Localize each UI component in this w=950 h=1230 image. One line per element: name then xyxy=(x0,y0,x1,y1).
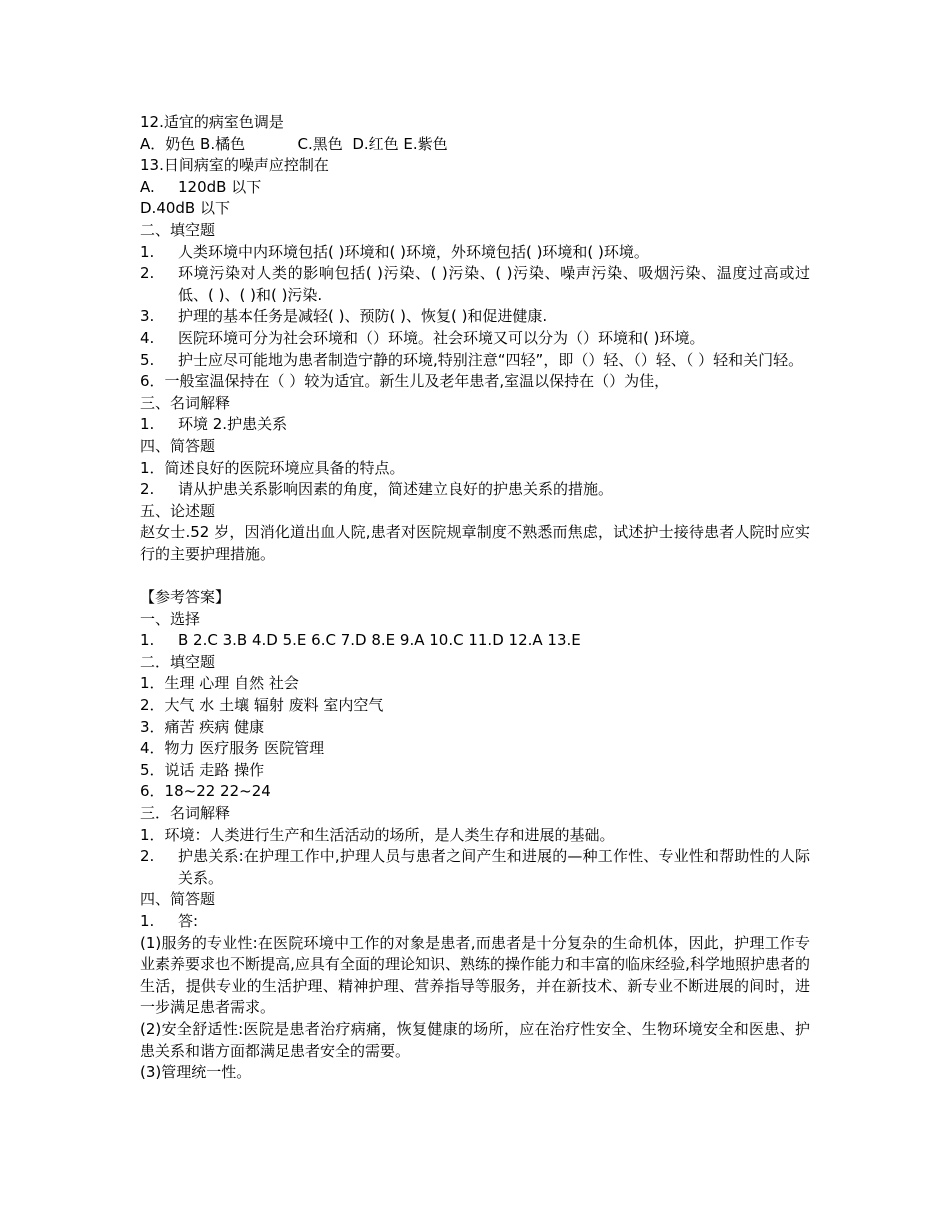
text-line: 4．物力 医疗服务 医院管理 xyxy=(140,739,325,758)
line-number: 5. xyxy=(140,350,155,369)
paragraph: (1)服务的专业性:在医院环境中工作的对象是患者,而患者是十分复杂的生命机体，因此，护理工作专业素养要求也不断提高,应具有全面的理论知识、熟练的操作能力和丰富的临床经验,科学地照护患者的生活，提供专业的生活护理、精神护理、营养指导等服务，并在新技术、新专业不断进展的间时，进一步满足患者需求。 xyxy=(140,933,810,1017)
text-line: 二．填空题 xyxy=(140,652,216,671)
line-number: 3. xyxy=(140,307,155,326)
numbered-line xyxy=(140,911,810,933)
numbered-line xyxy=(140,306,810,328)
line-text: 环境 2.护患关系 xyxy=(178,415,288,434)
text-line: 二、填空题 xyxy=(140,220,216,239)
numbered-line xyxy=(140,479,810,501)
line-text: 护理的基本任务是减轻( )、预防( )、恢复( )和促进健康. xyxy=(178,307,548,326)
line-text: 120dB 以下 xyxy=(178,177,262,196)
text-line: 1．生理 心理 自然 社会 xyxy=(140,674,299,693)
text-line: 1．环境：人类进行生产和生活活动的场所，是人类生存和进展的基础。 xyxy=(140,825,615,844)
text-line: 6．一般室温保持在（ ）较为适宜。新生儿及老年患者,室温以保持在（）为佳， xyxy=(140,372,670,391)
text-line: 一、选择 xyxy=(140,609,201,628)
line-number: 1. xyxy=(140,242,155,261)
text-line: 13.日间病室的噪声应控制在 xyxy=(140,156,329,175)
line-text: 医院环境可分为社会环境和（）环境。社会环境又可以分为（）环境和( )环境。 xyxy=(178,328,705,347)
text-line: D.40dB 以下 xyxy=(140,199,230,218)
line-number: A. xyxy=(140,177,155,196)
text-line: 四、简答题 xyxy=(140,890,216,909)
paragraph: (2)安全舒适性:医院是患者治疗病痛，恢复健康的场所，应在治疗性安全、生物环境安全和医患、护患关系和谐方面都满足患者安全的需要。 xyxy=(140,1019,810,1060)
text-line: 1．简述良好的医院环境应具备的特点。 xyxy=(140,458,405,477)
line-number: 1. xyxy=(140,415,155,434)
text-line: 5．说话 走路 操作 xyxy=(140,760,265,779)
line-text: 护士应尽可能地为患者制造宁静的环境,特别注意“四轻”，即（）轻、（）轻、（ ）轻和关门轻。 xyxy=(178,350,804,369)
text-line: 【参考答案】 xyxy=(140,588,231,607)
line-number: 4. xyxy=(140,328,155,347)
numbered-line xyxy=(140,414,810,436)
line-number: 1. xyxy=(140,911,155,930)
text-line: (3)管理统一性。 xyxy=(140,1063,252,1082)
text-line: 三、名词解释 xyxy=(140,393,231,412)
line-number: 2. xyxy=(140,480,155,499)
line-number: 2. xyxy=(140,847,155,866)
text-line: 2．大气 水 土壤 辐射 废料 室内空气 xyxy=(140,696,384,715)
numbered-line xyxy=(140,328,810,350)
line-text: B 2.C 3.B 4.D 5.E 6.C 7.D 8.E 9.A 10.C 11.D 12.A 13.E xyxy=(178,631,581,650)
document-page xyxy=(140,112,810,1084)
numbered-line xyxy=(140,263,810,306)
text-line: A．奶色 B.橘色 C.黑色 D.红色 E.紫色 xyxy=(140,134,448,153)
numbered-line xyxy=(140,177,810,199)
line-number: 1. xyxy=(140,631,155,650)
text-line: 五、论述题 xyxy=(140,501,216,520)
line-text: 答: xyxy=(178,911,199,930)
text-line: 三．名词解释 xyxy=(140,804,231,822)
numbered-line xyxy=(140,846,810,889)
line-text: 请从护患关系影响因素的角度，简述建立良好的护患关系的措施。 xyxy=(178,480,614,499)
text-line: 四、简答题 xyxy=(140,436,216,455)
line-number: 2. xyxy=(140,264,155,283)
text-line: 6．18~22 22~24 xyxy=(140,782,271,801)
line-text: 人类环境中内环境包括( )环境和( )环境，外环境包括( )环境和( )环境。 xyxy=(178,242,649,261)
line-text: 护患关系:在护理工作中,护理人员与患者之间产生和进展的—种工作性、专业性和帮助性的人际关系。 xyxy=(178,847,810,887)
numbered-line xyxy=(140,630,810,652)
numbered-line xyxy=(140,242,810,264)
text-line: 12.适宜的病室色调是 xyxy=(140,113,284,131)
text-line: 3．痛苦 疾病 健康 xyxy=(140,717,265,736)
paragraph: 赵女士.52 岁，因消化道出血人院,患者对医院规章制度不熟悉而焦虑，试述护士接待患者人院时应实行的主要护理措施。 xyxy=(140,523,810,563)
line-text: 环境污染对人类的影响包括( )污染、( )污染、( )污染、噪声污染、吸烟污染、温度过高或过低、( )、( )和( )污染. xyxy=(178,264,810,304)
numbered-line xyxy=(140,350,810,372)
blank-line xyxy=(140,565,810,587)
